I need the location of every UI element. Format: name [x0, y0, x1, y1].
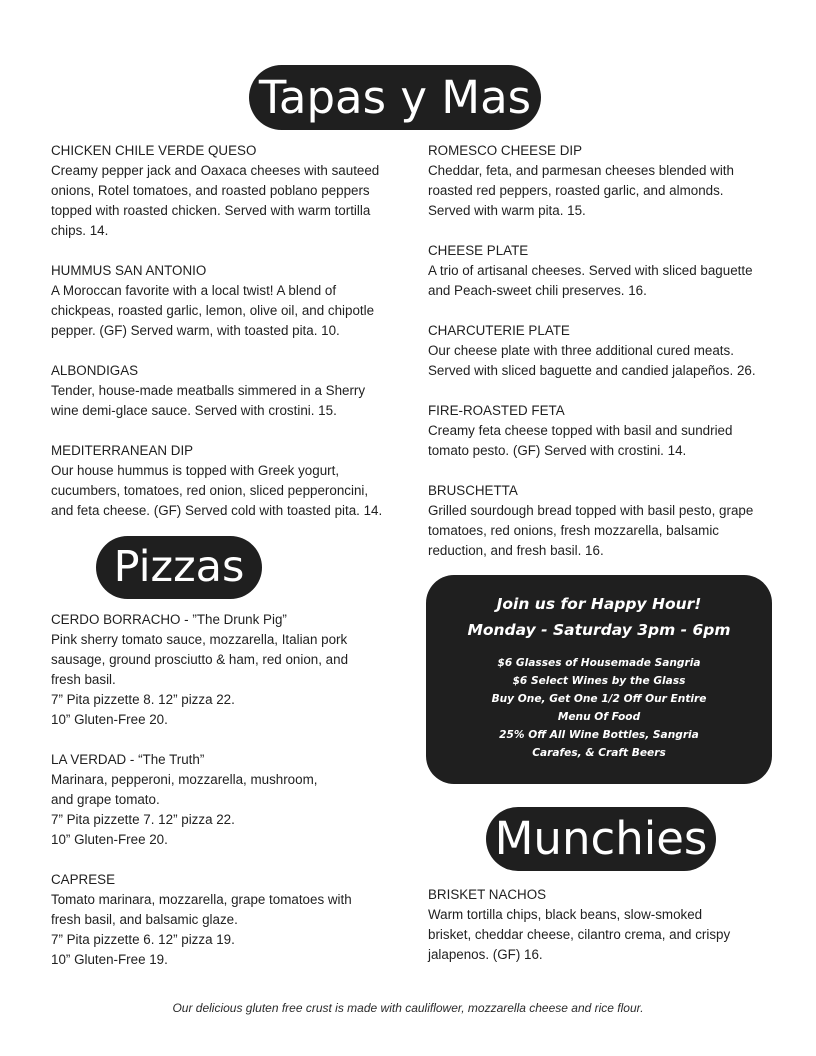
menu-item	[428, 401, 790, 461]
menu-item	[428, 321, 790, 381]
item-name: CAPRESE	[51, 872, 115, 887]
item-description-line: Marinara, pepperoni, mozzarella, mushroom,	[51, 772, 318, 787]
item-description-line: Our cheese plate with three additional cured meats.	[428, 343, 734, 358]
item-description-line: A trio of artisanal cheeses. Served with sliced baguette	[428, 263, 753, 278]
item-description-line: fresh basil.	[51, 672, 116, 687]
item-description-line: Our house hummus is topped with Greek yogurt,	[51, 463, 340, 478]
item-description-line: pepper. (GF) Served warm, with toasted pita. 10.	[51, 323, 340, 338]
item-description-line: tomatoes, red onions, fresh mozzarella, balsamic	[428, 523, 720, 538]
happy-hour-special: Buy One, Get One 1/2 Off Our Entire	[491, 693, 707, 705]
munchies-section-title: Munchies	[486, 807, 716, 871]
item-description-line: Tomato marinara, mozzarella, grape tomatoes with	[51, 892, 352, 907]
item-description-line: Pink sherry tomato sauce, mozzarella, Italian pork	[51, 632, 348, 647]
item-description-line: topped with roasted chicken. Served with warm tortilla	[51, 203, 371, 218]
pizzas-column	[51, 610, 413, 990]
item-price-line: 10” Gluten-Free 20.	[51, 832, 168, 847]
item-description-line: Creamy pepper jack and Oaxaca cheeses with sauteed	[51, 163, 380, 178]
item-description-line: and feta cheese. (GF) Served cold with toasted pita. 14.	[51, 503, 383, 518]
item-description-line: chickpeas, roasted garlic, lemon, olive oil, and chipotle	[51, 303, 375, 318]
item-description-line: Served with sliced baguette and candied jalapeños. 26.	[428, 363, 756, 378]
happy-hour-title: Join us for Happy Hour!	[496, 595, 702, 613]
happy-hour-schedule: Monday - Saturday 3pm - 6pm	[467, 621, 731, 639]
item-description-line: wine demi-glace sauce. Served with crostini. 15.	[51, 403, 337, 418]
item-description-line: Served with warm pita. 15.	[428, 203, 586, 218]
item-description-line: cucumbers, tomatoes, red onion, sliced pepperoncini,	[51, 483, 369, 498]
happy-hour-special: 25% Off All Wine Bottles, Sangria	[499, 729, 699, 741]
item-description-line: A Moroccan favorite with a local twist! A blend of	[51, 283, 337, 298]
happy-hour-special: $6 Glasses of Housemade Sangria	[497, 657, 701, 669]
item-price-line: 7” Pita pizzette 7. 12” pizza 22.	[51, 812, 235, 827]
menu-item	[51, 870, 413, 970]
item-name: CHARCUTERIE PLATE	[428, 323, 570, 338]
item-name: FIRE-ROASTED FETA	[428, 403, 565, 418]
menu-item	[428, 241, 790, 301]
item-price-line: 10” Gluten-Free 19.	[51, 952, 168, 967]
item-price-line: 7” Pita pizzette 8. 12” pizza 22.	[51, 692, 235, 707]
menu-item	[428, 885, 768, 965]
tapas-right-column	[428, 141, 790, 581]
menu-item	[51, 750, 413, 850]
pizzas-section-title: Pizzas	[96, 536, 262, 599]
menu-item	[51, 261, 413, 341]
item-name: BRUSCHETTA	[428, 483, 518, 498]
item-name: ROMESCO CHEESE DIP	[428, 143, 583, 158]
item-name: BRISKET NACHOS	[428, 887, 547, 902]
tapas-left-column	[51, 141, 413, 541]
item-description-line: Cheddar, feta, and parmesan cheeses blended with	[428, 163, 734, 178]
item-description-line: Grilled sourdough bread topped with basil pesto, grape	[428, 503, 754, 518]
menu-item	[51, 441, 413, 521]
menu-item	[51, 361, 413, 421]
item-name: MEDITERRANEAN DIP	[51, 443, 194, 458]
item-description-line: Warm tortilla chips, black beans, slow-smoked	[428, 907, 703, 922]
item-description-line: onions, Rotel tomatoes, and roasted poblano peppers	[51, 183, 370, 198]
item-description-line: fresh basil, and balsamic glaze.	[51, 912, 238, 927]
item-name: CHEESE PLATE	[428, 243, 529, 258]
tapas-section-title: Tapas y Mas	[249, 65, 541, 130]
item-name: ALBONDIGAS	[51, 363, 139, 378]
menu-item	[51, 610, 413, 730]
item-description-line: chips. 14.	[51, 223, 109, 238]
item-description-line: brisket, cheddar cheese, cilantro crema, and crispy	[428, 927, 731, 942]
happy-hour-special: Menu Of Food	[557, 711, 641, 723]
gluten-free-footnote: Our delicious gluten free crust is made with cauliflower, mozzarella cheese and rice flour.	[172, 1001, 644, 1015]
happy-hour-specials	[426, 654, 772, 762]
item-description-line: Tender, house-made meatballs simmered in a Sherry	[51, 383, 366, 398]
item-description-line: Creamy feta cheese topped with basil and sundried	[428, 423, 733, 438]
item-description-line: reduction, and fresh basil. 16.	[428, 543, 604, 558]
happy-hour-special: Carafes, & Craft Beers	[532, 747, 666, 759]
menu-item	[428, 141, 790, 221]
item-name: CERDO BORRACHO - ”The Drunk Pig”	[51, 612, 287, 627]
item-description-line: sausage, ground prosciutto & ham, red onion, and	[51, 652, 349, 667]
item-name: LA VERDAD - “The Truth”	[51, 752, 205, 767]
item-description-line: and grape tomato.	[51, 792, 160, 807]
munchies-column	[428, 885, 768, 985]
item-name: HUMMUS SAN ANTONIO	[51, 263, 207, 278]
item-description-line: and Peach-sweet chili preserves. 16.	[428, 283, 647, 298]
item-description-line: roasted red peppers, roasted garlic, and almonds.	[428, 183, 724, 198]
item-price-line: 10” Gluten-Free 20.	[51, 712, 168, 727]
happy-hour-special: $6 Select Wines by the Glass	[512, 675, 686, 687]
menu-item	[51, 141, 413, 241]
menu-item	[428, 481, 790, 561]
item-description-line: tomato pesto. (GF) Served with crostini. 14.	[428, 443, 687, 458]
happy-hour-box	[426, 575, 772, 784]
item-description-line: jalapenos. (GF) 16.	[428, 947, 543, 962]
item-name: CHICKEN CHILE VERDE QUESO	[51, 143, 257, 158]
item-price-line: 7” Pita pizzette 6. 12” pizza 19.	[51, 932, 235, 947]
